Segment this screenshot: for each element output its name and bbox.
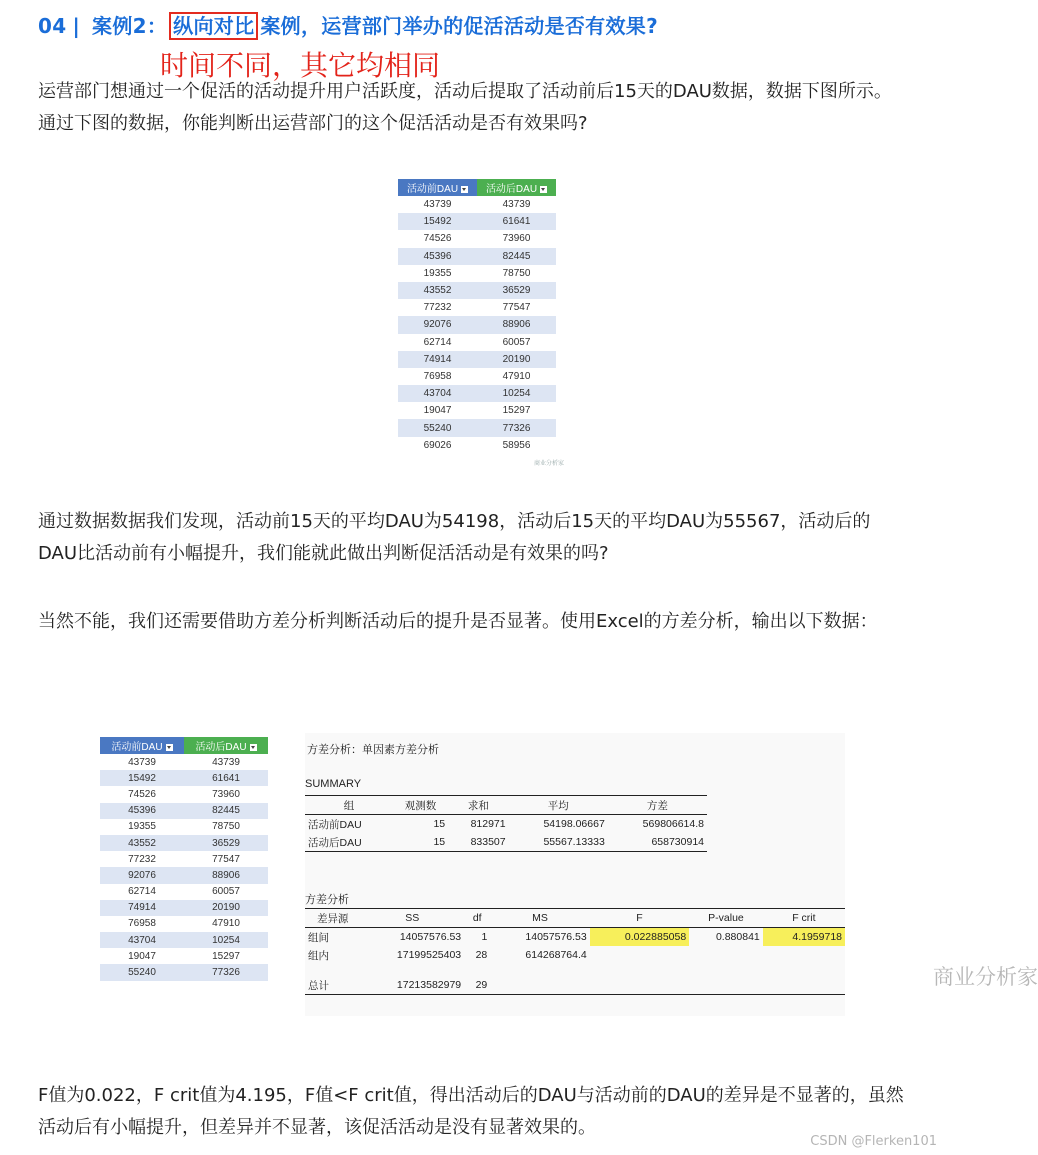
anova-header: 差异源 — [305, 909, 360, 928]
table-row — [100, 884, 268, 900]
table-row — [398, 265, 556, 282]
anova-row — [305, 946, 845, 964]
table-row — [398, 437, 556, 454]
cell-before: 92076 — [398, 316, 477, 333]
anova-cell: 614268764.4 — [525, 949, 587, 961]
anova-result-image — [100, 733, 1038, 1016]
anova-row — [305, 928, 845, 947]
table-row — [398, 196, 556, 213]
table-row — [100, 786, 268, 802]
total-cell — [490, 976, 589, 995]
cell-after: 20190 — [477, 351, 556, 368]
anova-header: MS — [490, 909, 589, 928]
red-annotation: 时间不同，其它均相同 — [160, 49, 441, 82]
anova-header: SS — [360, 909, 464, 928]
cell-before: 74526 — [398, 230, 477, 247]
summary-cell: 658730914 — [608, 833, 707, 852]
table-row — [100, 964, 268, 980]
anova-header: F — [590, 909, 689, 928]
cell-before: 45396 — [398, 248, 477, 265]
filter-dropdown-icon[interactable] — [250, 744, 257, 751]
anova-cell: 0.022885058 — [590, 928, 689, 947]
table-row — [100, 916, 268, 932]
cell-after: 61641 — [477, 213, 556, 230]
table-row — [100, 900, 268, 916]
summary-header: 观测数 — [393, 796, 448, 815]
cell-before: 69026 — [398, 437, 477, 454]
heading-number: 04 — [38, 14, 67, 38]
cell-after: 60057 — [184, 884, 268, 900]
dau-table-image — [398, 179, 556, 454]
cell-before: 19355 — [398, 265, 477, 282]
table-row — [398, 385, 556, 402]
cell-after: 15297 — [477, 402, 556, 419]
table-row — [398, 230, 556, 247]
cell-after: 10254 — [477, 385, 556, 402]
summary-cell: 活动后DAU — [305, 833, 393, 852]
anova-cell: 0.880841 — [715, 931, 760, 943]
summary-table — [305, 795, 707, 852]
header-after-dau[interactable]: 活动后DAU — [477, 179, 556, 196]
table-row — [100, 948, 268, 964]
cell-before: 76958 — [100, 916, 184, 932]
cell-before: 76958 — [398, 368, 477, 385]
summary-row — [305, 815, 707, 834]
spacer-row — [305, 964, 845, 976]
cell-after: 43739 — [184, 754, 268, 770]
cell-after: 60057 — [477, 334, 556, 351]
summary-header: 组 — [305, 796, 393, 815]
cell-after: 88906 — [184, 867, 268, 883]
anova-cell: 14057576.53 — [525, 931, 587, 943]
paragraph-method: 当然不能，我们还需要借助方差分析判断活动后的提升是否显著。使用Excel的方差分析，输出以下数据： — [38, 611, 878, 632]
summary-header: 求和 — [448, 796, 508, 815]
paragraph-conclusion: F值为0.022，F crit值为4.195，F值<F crit值，得出活动后的DAU与活动前的DAU的差异是不显著的，虽然活动后有小幅提升，但差异并不显著，该促活活动是没有显著效果的。 — [38, 1085, 904, 1138]
total-cell: 总计 — [305, 976, 360, 995]
cell-after: 15297 — [184, 948, 268, 964]
summary-cell: 833507 — [448, 833, 508, 852]
summary-header: 方差 — [608, 796, 707, 815]
csdn-watermark: CSDN @Flerken101 — [810, 1134, 937, 1149]
cell-after: 47910 — [184, 916, 268, 932]
summary-cell: 活动前DAU — [308, 818, 362, 831]
cell-before: 77232 — [398, 299, 477, 316]
heading-separator: | — [72, 14, 81, 38]
summary-cell: 812971 — [470, 818, 506, 830]
filter-dropdown-icon[interactable] — [166, 744, 173, 751]
table-row — [100, 770, 268, 786]
section-heading — [38, 10, 658, 39]
cell-before: 74526 — [100, 786, 184, 802]
table-row — [100, 851, 268, 867]
cell-after: 73960 — [477, 230, 556, 247]
cell-before: 62714 — [100, 884, 184, 900]
anova-title: 方差分析：单因素方差分析 — [307, 744, 439, 756]
table-row — [100, 803, 268, 819]
cell-after: 77547 — [184, 851, 268, 867]
cell-before: 92076 — [100, 867, 184, 883]
cell-before: 74914 — [398, 351, 477, 368]
summary-label: SUMMARY — [305, 778, 362, 790]
cell-before: 55240 — [100, 964, 184, 980]
total-cell: 29 — [464, 976, 490, 995]
table-row — [398, 299, 556, 316]
anova-header: P-value — [689, 909, 763, 928]
cell-before: 43552 — [100, 835, 184, 851]
cell-after: 78750 — [184, 819, 268, 835]
table-row — [398, 282, 556, 299]
cell-after: 36529 — [184, 835, 268, 851]
cell-after: 36529 — [477, 282, 556, 299]
anova-cell: 1 — [481, 931, 488, 943]
anova-cell — [689, 946, 763, 964]
cell-before: 43704 — [398, 385, 477, 402]
summary-cell: 54198.06667 — [543, 818, 605, 830]
table-row — [398, 213, 556, 230]
cell-before: 74914 — [100, 900, 184, 916]
summary-header: 平均 — [509, 796, 608, 815]
cell-after: 77326 — [477, 419, 556, 436]
anova-cell: 17199525403 — [396, 949, 462, 961]
total-row — [305, 976, 845, 995]
cell-after: 43739 — [477, 196, 556, 213]
summary-row — [305, 833, 707, 852]
anova-cell: 28 — [475, 949, 488, 961]
anova-section-label: 方差分析 — [305, 894, 349, 906]
cell-before: 15492 — [398, 213, 477, 230]
table-row — [100, 754, 268, 770]
paragraph-intro: 运营部门想通过一个促活的活动提升用户活跃度，活动后提取了活动前后15天的DAU数据，数据下图所示。通过下图的数据，你能判断出运营部门的这个促活活动是否有效果吗? — [38, 81, 892, 134]
anova-header: F crit — [763, 909, 845, 928]
table-row — [398, 248, 556, 265]
table-row — [398, 419, 556, 436]
cell-before: 43739 — [398, 196, 477, 213]
cell-before: 15492 — [100, 770, 184, 786]
cell-before: 77232 — [100, 851, 184, 867]
summary-cell: 569806614.8 — [642, 818, 704, 830]
table-row — [100, 835, 268, 851]
heading-prefix: 案例2： — [92, 14, 168, 38]
cell-after: 82445 — [477, 248, 556, 265]
table-row — [398, 402, 556, 419]
header-before-dau[interactable]: 活动前DAU — [100, 737, 184, 754]
filter-dropdown-icon[interactable] — [540, 186, 547, 193]
dau-table-copy — [100, 737, 268, 981]
total-cell — [763, 976, 845, 995]
dau-table — [398, 179, 556, 454]
cell-before: 19047 — [100, 948, 184, 964]
watermark-logo: 商业分析家 — [933, 966, 1038, 989]
anova-cell: 4.1959718 — [763, 928, 845, 947]
filter-dropdown-icon[interactable] — [461, 186, 468, 193]
cell-after: 82445 — [184, 803, 268, 819]
header-after-dau[interactable]: 活动后DAU — [184, 737, 268, 754]
anova-header: df — [464, 909, 490, 928]
watermark-small: 商业分析家 — [534, 460, 565, 467]
summary-cell: 55567.13333 — [509, 833, 608, 852]
cell-before: 62714 — [398, 334, 477, 351]
cell-after: 20190 — [184, 900, 268, 916]
anova-cell: 组内 — [308, 949, 329, 962]
cell-before: 55240 — [398, 419, 477, 436]
table-row — [398, 316, 556, 333]
cell-after: 61641 — [184, 770, 268, 786]
anova-cell — [590, 946, 689, 964]
cell-before: 43704 — [100, 932, 184, 948]
cell-before: 45396 — [100, 803, 184, 819]
cell-before: 43552 — [398, 282, 477, 299]
summary-cell: 15 — [393, 833, 448, 852]
total-cell — [590, 976, 689, 995]
cell-after: 73960 — [184, 786, 268, 802]
heading-suffix: 案例，运营部门举办的促活活动是否有效果? — [260, 14, 658, 38]
anova-cell: 组间 — [308, 931, 329, 944]
cell-before: 43739 — [100, 754, 184, 770]
cell-after: 47910 — [477, 368, 556, 385]
cell-before: 19355 — [100, 819, 184, 835]
heading-boxed-keyword: 纵向对比 — [169, 12, 258, 40]
anova-output — [305, 733, 1038, 1016]
cell-after: 77547 — [477, 299, 556, 316]
table-row — [398, 368, 556, 385]
anova-table — [305, 908, 845, 995]
cell-after: 77326 — [184, 964, 268, 980]
table-row — [100, 867, 268, 883]
cell-after: 78750 — [477, 265, 556, 282]
table-row — [398, 334, 556, 351]
cell-after: 10254 — [184, 932, 268, 948]
table-row — [398, 351, 556, 368]
table-row — [100, 819, 268, 835]
table-row — [100, 932, 268, 948]
anova-cell — [763, 946, 845, 964]
cell-after: 88906 — [477, 316, 556, 333]
paragraph-observation: 通过数据数据我们发现，活动前15天的平均DAU为54198，活动后15天的平均DAU为55567，活动后的DAU比活动前有小幅提升，我们能就此做出判断促活活动是有效果的吗? — [38, 511, 871, 564]
anova-cell: 14057576.53 — [399, 931, 462, 943]
cell-after: 58956 — [477, 437, 556, 454]
header-before-dau[interactable]: 活动前DAU — [398, 179, 477, 196]
cell-before: 19047 — [398, 402, 477, 419]
total-cell: 17213582979 — [360, 976, 464, 995]
total-cell — [689, 976, 763, 995]
summary-cell: 15 — [433, 818, 446, 830]
